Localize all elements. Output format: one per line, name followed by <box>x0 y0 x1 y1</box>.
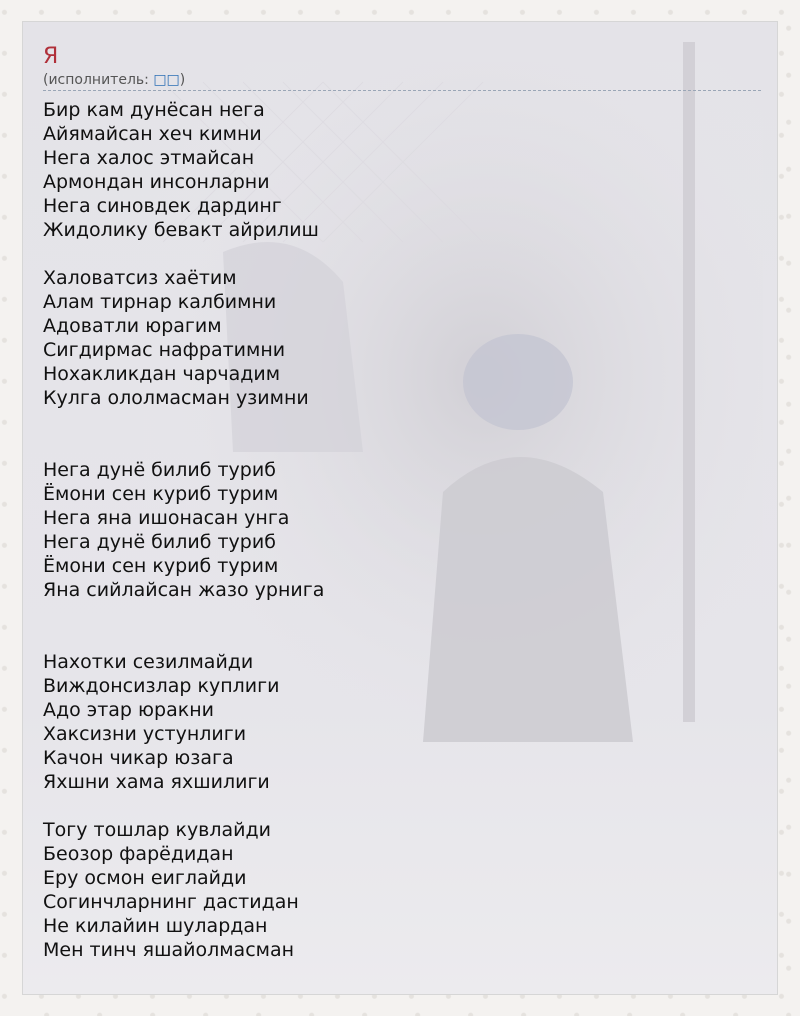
lyric-line: Яхшни хама яхшилиги <box>43 771 270 793</box>
lyric-line: Адоватли юрагим <box>43 315 222 337</box>
lyric-line: Адо этар юракни <box>43 699 214 721</box>
lyric-line: Еру осмон еиглайди <box>43 867 247 889</box>
stanza-gap <box>43 626 759 650</box>
lyric-line: Мен тинч яшайолмасман <box>43 939 295 961</box>
stanza-gap <box>43 602 759 626</box>
lyric-line: Жидолику бевакт айрилиш <box>43 219 319 241</box>
stanza-gap <box>43 410 759 434</box>
lyric-line: Качон чикар юзага <box>43 747 234 769</box>
lyric-line: Нахотки сезилмайди <box>43 651 254 673</box>
song-title: Я <box>43 44 59 69</box>
lyric-line: Тогу тошлар кувлайди <box>43 819 271 841</box>
lyric-line: Алам тирнар калбимни <box>43 291 277 313</box>
lyric-line: Нега яна ишонасан унга <box>43 507 290 529</box>
lyric-line: Армондан инсонларни <box>43 171 270 193</box>
lyric-line: Нега халос этмайсан <box>43 147 255 169</box>
lyric-line: Нохакликдан чарчадим <box>43 363 281 385</box>
lyric-line: Ёмони сен куриб турим <box>43 555 279 577</box>
performer-link[interactable]: □□ <box>153 72 180 88</box>
lyric-line: Беозор фарёдидан <box>43 843 234 865</box>
performer-prefix: (исполнитель: <box>43 72 154 88</box>
lyric-line: Согинчларнинг дастидан <box>43 891 299 913</box>
performer-line <box>43 71 761 91</box>
lyric-line: Ёмони сен куриб турим <box>43 483 279 505</box>
lyric-line: Не килайин шулардан <box>43 915 268 937</box>
lyric-line: Виждонсизлар куплиги <box>43 675 280 697</box>
lyric-line: Яна сийлайсан жазо урнига <box>43 579 325 601</box>
lyric-line: Нега дунё билиб туриб <box>43 459 276 481</box>
lyrics-content <box>43 22 759 962</box>
lyric-line: Нега дунё билиб туриб <box>43 531 276 553</box>
lyric-line: Айямайсан хеч кимни <box>43 123 262 145</box>
lyric-line: Хаксизни устунлиги <box>43 723 247 745</box>
stanza-gap <box>43 434 759 458</box>
stanza-gap <box>43 242 759 266</box>
lyrics-card <box>22 21 778 995</box>
stanza-gap <box>43 794 759 818</box>
lyric-line: Кулга ололмасман узимни <box>43 387 309 409</box>
lyric-line: Халоватсиз хаётим <box>43 267 237 289</box>
performer-suffix: ) <box>179 72 186 88</box>
lyric-line: Сигдирмас нафратимни <box>43 339 286 361</box>
lyrics-text <box>43 98 759 962</box>
lyric-line: Бир кам дунёсан нега <box>43 99 265 121</box>
lyric-line: Нега синовдек дардинг <box>43 195 282 217</box>
